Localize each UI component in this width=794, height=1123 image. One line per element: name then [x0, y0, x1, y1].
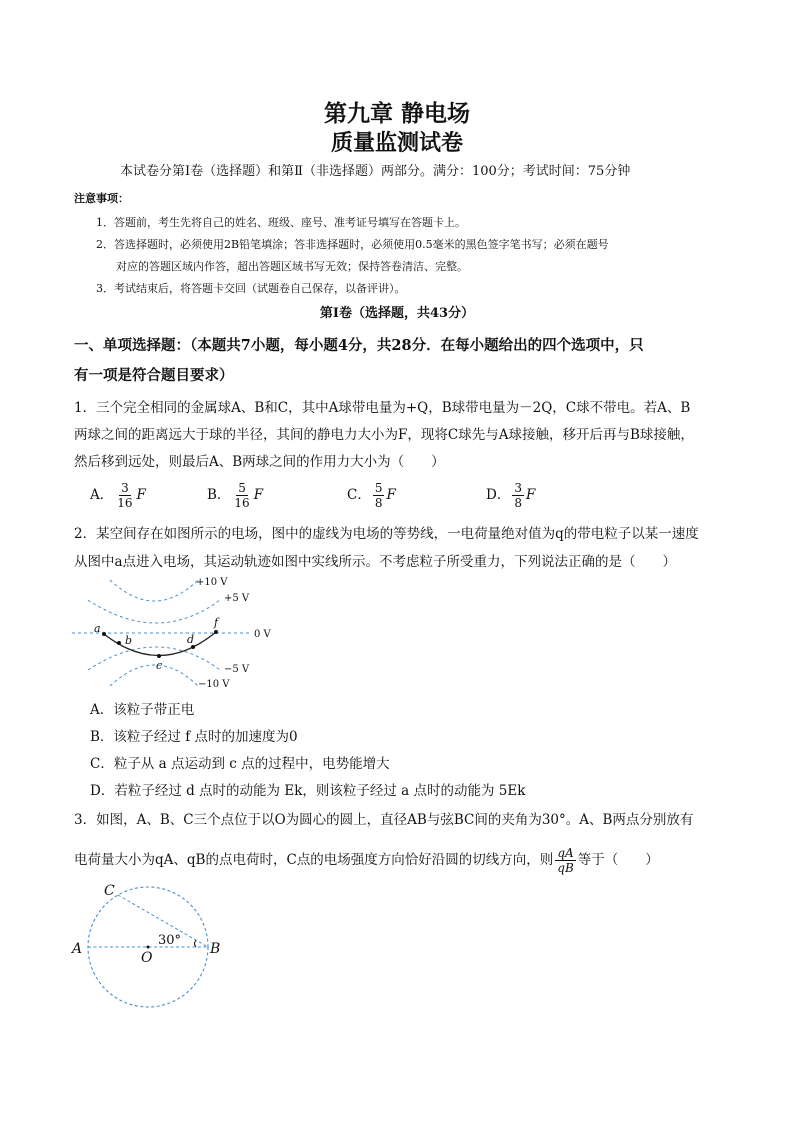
- point-c: [157, 654, 161, 658]
- label-A: A: [72, 941, 83, 957]
- fraction: $\frac{3}{16}$: [117, 481, 133, 510]
- section-heading-cont: 有一项是符合题目要求）: [74, 367, 234, 384]
- equipotential-line-minus10: [110, 665, 198, 686]
- label-0v: 0 V: [254, 629, 271, 640]
- equipotential-line-plus5: [88, 600, 220, 623]
- label-B: B: [210, 941, 221, 957]
- label-C: C: [104, 883, 115, 899]
- label-plus10v: +10 V: [196, 577, 228, 588]
- part-heading: 第Ⅰ卷（选择题，共43分）: [319, 306, 475, 321]
- notice-item: 1．答题前，考生先将自己的姓名、班级、座号、准考证号填写在答题卡上。: [96, 216, 466, 229]
- label-a: a: [94, 622, 101, 635]
- question-3-line: 3．如图，A、B、C三个点位于以O为圆心的圆上，直径AB与弦BC间的夹角为30°。A、B两点分别放有: [74, 812, 694, 828]
- equipotential-line-plus10: [110, 580, 198, 601]
- question-2-line: 2．某空间存在如图所示的电场，图中的虚线为电场的等势线，一电荷量绝对值为q的带电粒子以某一速度: [74, 526, 699, 542]
- q2-option-a: A．该粒子带正电: [90, 702, 195, 718]
- q1-option-c: C． $\frac{5}{8}$ F: [347, 481, 396, 510]
- question-1-line: 1．三个完全相同的金属球A、B和C，其中A球带电量为+Q，B球带电量为－2Q，C球不带电。若A、B: [74, 400, 691, 416]
- label-d: d: [187, 633, 195, 646]
- equipotential-line-minus5: [88, 647, 220, 670]
- notice-item: 对应的答题区域内作答，超出答题区域书写无效；保持答卷清洁、完整。: [116, 260, 468, 273]
- label-c: c: [156, 659, 163, 672]
- fraction: $\frac{5}{16}$: [234, 481, 250, 510]
- question-1-line: 两球之间的距离远大于球的半径，其间的静电力大小为F，现将C球先与A球接触，移开后再与B球接触，: [74, 427, 694, 443]
- exam-title: 质量监测试卷: [330, 131, 463, 156]
- circle-figure: [70, 878, 230, 1013]
- label-plus5v: +5 V: [224, 593, 250, 604]
- notice-heading: 注意事项：: [74, 192, 129, 205]
- point-b: [117, 641, 121, 645]
- question-3-line: 电荷量大小为qA、qB的点电荷时，C点的电场强度方向恰好沿圆的切线方向，则 $\frac{qA}{qB}$ 等于（ ）: [74, 846, 659, 875]
- chapter-title: 第九章 静电场: [323, 101, 470, 127]
- q1-option-d: D． $\frac{3}{8}$ F: [486, 481, 536, 510]
- point-f: [214, 630, 218, 634]
- question-2-line: 从图中a点进入电场，其运动轨迹如图中实线所示。不考虑粒子所受重力，下列说法正确的是（ ）: [74, 554, 677, 570]
- angle-arc: [195, 940, 197, 947]
- q1-option-b: B． $\frac{5}{16}$ F: [207, 481, 264, 510]
- question-1-line: 然后移到远处，则最后A、B两球之间的作用力大小为（ ）: [74, 454, 445, 470]
- section-heading: 一、单项选择题：（本题共7小题，每小题4分，共28分．在每小题给出的四个选项中，只: [74, 337, 644, 354]
- notice-item: 2．答选择题时，必须使用2B铅笔填涂；答非选择题时，必须使用0.5毫米的黑色签字笔书写；必须在题号: [96, 238, 609, 251]
- label-O: O: [141, 950, 153, 966]
- fraction: $\frac{5}{8}$: [374, 481, 383, 510]
- q2-option-b: B．该粒子经过 f 点时的加速度为0: [90, 729, 298, 745]
- label-f: f: [214, 616, 219, 629]
- exam-info: 本试卷分第Ⅰ卷（选择题）和第Ⅱ（非选择题）两部分。满分：100分；考试时间：75分钟: [120, 164, 631, 179]
- equipotential-figure: [70, 574, 290, 692]
- notice-item: 3．考试结束后，将答题卡交回（试题卷自己保存，以备评讲）。: [96, 282, 406, 295]
- label-minus10v: −10 V: [198, 679, 230, 690]
- label-angle: 30°: [158, 933, 182, 948]
- label-minus5v: −5 V: [224, 664, 250, 675]
- fraction: $\frac{3}{8}$: [514, 481, 522, 510]
- q2-option-c: C．粒子从 a 点运动到 c 点的过程中，电势能增大: [90, 756, 390, 772]
- center-o: [147, 946, 150, 949]
- q1-option-a: A． $\frac{3}{16}$ F: [90, 481, 146, 510]
- charge-ratio-fraction: $\frac{qA}{qB}$: [557, 846, 574, 875]
- q2-option-d: D．若粒子经过 d 点时的动能为 Ek，则该粒子经过 a 点时的动能为 5Ek: [90, 783, 526, 799]
- label-b: b: [125, 634, 133, 647]
- point-a: [102, 632, 106, 636]
